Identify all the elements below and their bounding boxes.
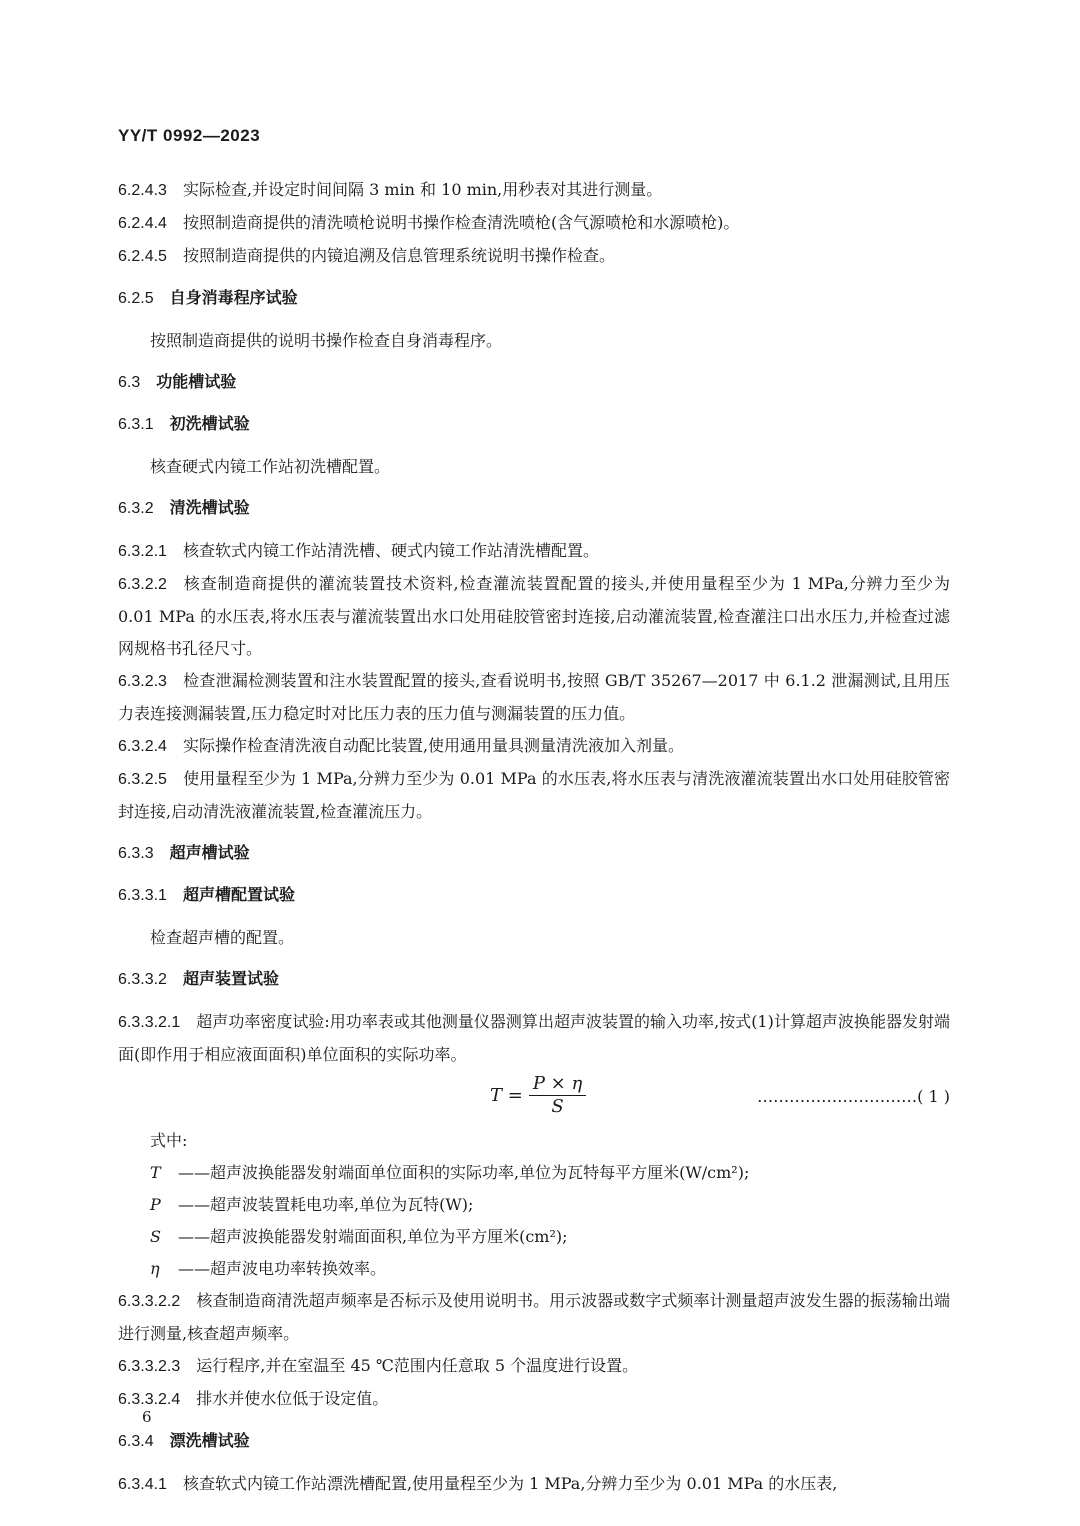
clause-text: 实际操作检查清洗液自动配比装置,使用通用量具测量清洗液加入剂量。 [182,736,685,755]
equation-1 [118,1071,950,1125]
heading-title: 功能槽试验 [156,374,237,391]
section-heading [118,409,950,441]
section-heading [118,1426,950,1458]
formula-numerator: P × η [529,1073,586,1096]
section-heading [118,367,950,399]
numbered-clause [118,665,950,730]
clause-number: 6.3.3.2.4 [118,1391,181,1408]
clause-number: 6.2.4.4 [118,215,167,232]
variable-symbol: η [150,1259,160,1278]
variable-symbol: P [150,1195,161,1214]
variable-description: ——超声波装置耗电功率,单位为瓦特(W); [178,1195,474,1214]
heading-title: 漂洗槽试验 [169,1433,250,1450]
heading-number: 6.3.3 [118,845,154,862]
heading-number: 6.2.5 [118,290,154,307]
clause-text: 核查软式内镜工作站漂洗槽配置,使用量程至少为 1 MPa,分辨力至少为 0.01 MPa 的水压表, [182,1474,838,1493]
clause-text: 使用量程至少为 1 MPa,分辨力至少为 0.01 MPa 的水压表,将水压表与清洗液灌流装置出水口处用硅胶管密封连接,启动清洗液灌流装置,检查灌流压力。 [118,769,950,821]
heading-number: 6.3.3.1 [118,887,167,904]
numbered-clause [118,1383,950,1416]
clause-text: 按照制造商提供的清洗喷枪说明书操作检查清洗喷枪(含气源喷枪和水源喷枪)。 [182,213,740,232]
heading-number: 6.3.4 [118,1433,154,1450]
clause-text: 实际检查,并设定时间间隔 3 min 和 10 min,用秒表对其进行测量。 [182,180,663,199]
clause-number: 6.3.3.2.2 [118,1293,181,1310]
section-heading [118,880,950,912]
numbered-clause [118,1006,950,1071]
formula-lhs: T = [490,1084,523,1106]
numbered-clause [118,207,950,240]
numbered-clause [118,568,950,665]
variable-definition [118,1157,950,1189]
variable-symbol: S [150,1227,161,1246]
equation-number: …………………………( 1 ) [757,1087,950,1106]
section-6-3-3-2-2-onward [118,1285,950,1501]
heading-title: 初洗槽试验 [169,416,250,433]
clause-number: 6.3.2.1 [118,543,167,560]
section-heading [118,838,950,870]
variable-definition [118,1189,950,1221]
numbered-clause [118,730,950,763]
heading-number: 6.3.2 [118,500,154,517]
heading-title: 超声槽配置试验 [182,887,295,904]
clause-number: 6.3.2.5 [118,771,167,788]
variable-description: ——超声波换能器发射端面单位面积的实际功率,单位为瓦特每平方厘米(W/cm²); [178,1163,750,1182]
clause-number: 6.3.3.2.3 [118,1358,181,1375]
clause-number: 6.2.4.3 [118,182,167,199]
variable-list [118,1157,950,1285]
heading-title: 自身消毒程序试验 [169,290,298,307]
clause-number: 6.3.2.4 [118,738,167,755]
clause-number: 6.2.4.5 [118,248,167,265]
clause-text: 核查制造商清洗超声频率是否标示及使用说明书。用示波器或数字式频率计测量超声波发生器的振荡输出端进行测量,核查超声频率。 [118,1291,950,1343]
numbered-clause [118,1468,950,1501]
clause-text: 超声功率密度试验:用功率表或其他测量仪器测算出超声波装置的输入功率,按式(1)计算超声波换能器发射端面(即作用于相应液面面积)单位面积的实际功率。 [118,1012,950,1064]
numbered-clause [118,1350,950,1383]
clause-text: 检查泄漏检测装置和注水装置配置的接头,查看说明书,按照 GB/T 35267—2017 中 6.1.2 泄漏测试,且用压力表连接测漏装置,压力稳定时对比压力表的压力值与测漏装置的压力值。 [118,671,950,723]
page-number: 6 [142,1408,152,1426]
clause-number: 6.3.3.2.1 [118,1014,181,1031]
variable-description: ——超声波换能器发射端面面积,单位为平方厘米(cm²); [178,1227,568,1246]
numbered-clause [118,1285,950,1350]
variable-symbol: T [150,1163,161,1182]
section-heading [118,493,950,525]
heading-title: 超声装置试验 [182,971,279,988]
clause-number: 6.3.2.2 [118,576,167,593]
numbered-clause [118,240,950,273]
clause-text: 运行程序,并在室温至 45 ℃范围内任意取 5 个温度进行设置。 [196,1356,639,1375]
clause-text: 按照制造商提供的内镜追溯及信息管理系统说明书操作检查。 [182,246,615,265]
formula-denominator: S [551,1096,564,1117]
clause-text: 核查制造商提供的灌流装置技术资料,检查灌流装置配置的接头,并使用量程至少为 1 MPa,分辨力至少为 0.01 MPa 的水压表,将水压表与灌流装置出水口处用硅胶管密封连接,启动灌流装置,检查灌注口出水压力,并检查过滤网规格书孔径尺寸。 [118,574,950,658]
heading-number: 6.3.1 [118,416,154,433]
clause-number: 6.3.2.3 [118,673,167,690]
section-6-2-to-6-3-3 [118,174,950,1071]
clause-number: 6.3.4.1 [118,1476,167,1493]
clause-text: 排水并使水位低于设定值。 [196,1389,389,1408]
where-label: 式中: [150,1131,188,1150]
body-paragraph: 按照制造商提供的说明书操作检查自身消毒程序。 [150,331,503,350]
section-heading [118,964,950,996]
numbered-clause [118,763,950,828]
heading-number: 6.3 [118,374,141,391]
clause-text: 核查软式内镜工作站清洗槽、硬式内镜工作站清洗槽配置。 [182,541,599,560]
body-paragraph: 检查超声槽的配置。 [150,928,295,947]
formula [490,1073,586,1118]
numbered-clause [118,174,950,207]
formula-fraction [529,1073,586,1118]
heading-number: 6.3.3.2 [118,971,167,988]
variable-definition [118,1221,950,1253]
section-heading [118,283,950,315]
standard-number: YY/T 0992—2023 [118,126,261,145]
variable-definition [118,1253,950,1285]
numbered-clause [118,535,950,568]
heading-title: 超声槽试验 [169,845,250,862]
document-body [118,174,950,1501]
heading-title: 清洗槽试验 [169,500,250,517]
variable-description: ——超声波电功率转换效率。 [178,1259,387,1278]
body-paragraph: 核查硬式内镜工作站初洗槽配置。 [150,457,391,476]
